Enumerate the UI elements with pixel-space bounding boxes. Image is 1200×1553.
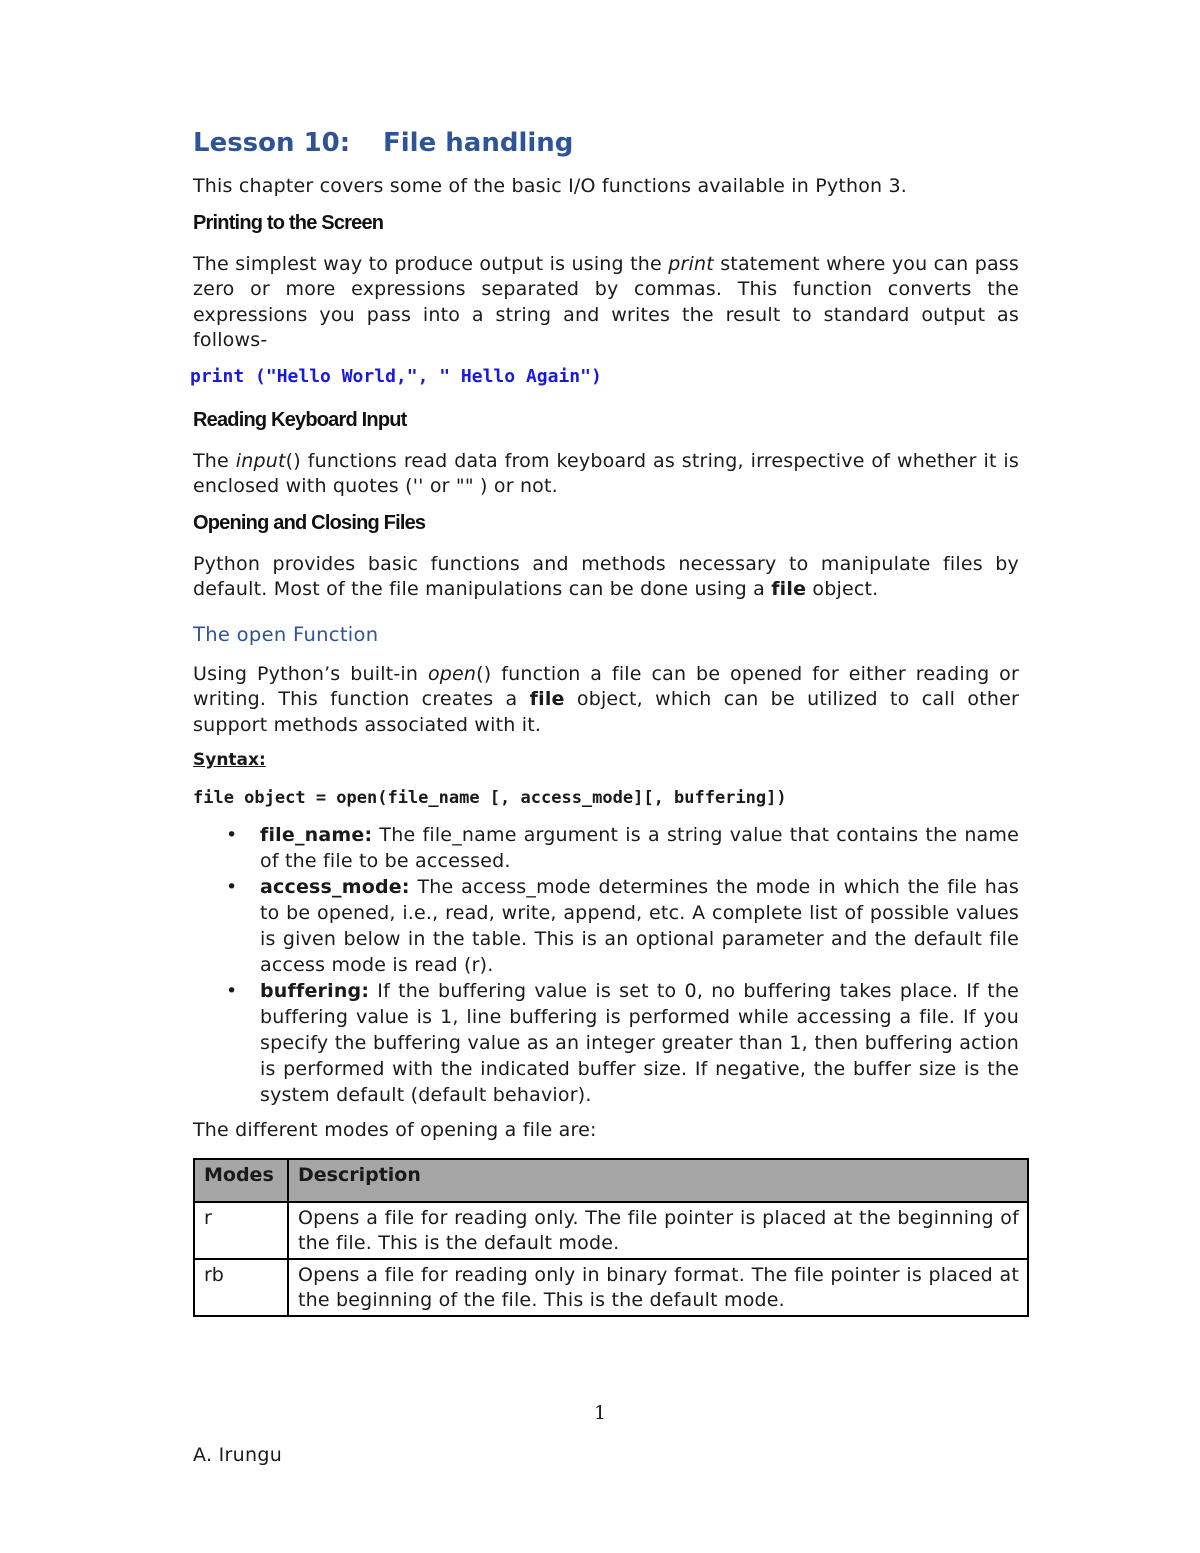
lesson-topic: File handling: [383, 128, 574, 158]
intro-paragraph: This chapter covers some of the basic I/O functions available in Python 3.: [193, 175, 908, 197]
open-keyword: open: [427, 662, 477, 685]
keyboard-paragraph: The input() functions read data from keyboard as string, irrespective of whether it is enclosed with quotes ('' or "" ) or not.: [193, 449, 1019, 497]
lesson-number: Lesson 10:: [193, 128, 351, 158]
list-item: • file_name: The file_name argument is a string value that contains the name of the file to be accessed.: [226, 824, 1019, 872]
print-keyword: print: [668, 252, 714, 275]
list-item: • buffering: If the buffering value is set to 0, no buffering takes place. If the buffering value is 1, line buffering is performed while accessing a file. If you specify the buffering value as an integer greater than 1, then buffering action is performed with the indicated buffer size. If negative, the buffer size is the system default (default behavior).: [226, 980, 1019, 1106]
modes-intro: The different modes of opening a file are:: [193, 1119, 597, 1141]
parameter-list: [193, 822, 1019, 1108]
files-paragraph: Python provides basic functions and methods necessary to manipulate files by default. Most of the file manipulations can be done using a file object.: [193, 552, 1019, 600]
heading-keyboard: Reading Keyboard Input: [193, 408, 407, 431]
heading-open-function: The open Function: [193, 622, 379, 646]
open-paragraph: Using Python’s built-in open() function a file can be opened for either reading or writing. This function creates a file object, which can be utilized to call other support methods associated with it.: [193, 662, 1020, 736]
description-cell: Opens a file for reading only in binary format. The file pointer is placed at the beginning of the file. This is the default mode.: [288, 1259, 1028, 1316]
mode-cell: rb: [194, 1259, 288, 1316]
mode-cell: r: [194, 1202, 288, 1259]
table-header-row: [194, 1159, 1028, 1202]
bullet-icon: •: [226, 876, 238, 898]
column-header-modes: Modes: [194, 1159, 288, 1202]
column-header-description: Description: [288, 1159, 1028, 1202]
footer-author: A. Irungu: [193, 1444, 283, 1466]
table-row: [194, 1202, 1028, 1259]
table-row: [194, 1259, 1028, 1316]
bullet-icon: •: [226, 824, 238, 846]
description-cell: Opens a file for reading only. The file pointer is placed at the beginning of the file. This is the default mode.: [288, 1202, 1028, 1259]
heading-files: Opening and Closing Files: [193, 511, 426, 534]
file-object-keyword: file: [529, 688, 565, 710]
print-code-example: print ("Hello World,", " Hello Again"): [190, 365, 602, 387]
page-number: 1: [593, 1402, 607, 1424]
printing-paragraph: The simplest way to produce output is using the print statement where you can pass zero or more expressions separated by commas. This function converts the expressions you pass into a string and writes the result to standard output as follows-: [193, 252, 1019, 351]
list-item: • access_mode: The access_mode determines the mode in which the file has to be opened, i.e., read, write, append, etc. A complete list of possible values is given below in the table. This is an optional parameter and the default file access mode is read (r).: [226, 876, 1019, 976]
syntax-code: file object = open(file_name [, access_mode][, buffering]): [193, 788, 787, 808]
input-keyword: input: [235, 449, 286, 472]
modes-table: [193, 1158, 1029, 1317]
page-title: [193, 128, 1019, 158]
heading-printing: Printing to the Screen: [193, 211, 384, 234]
file-keyword: file: [771, 578, 807, 600]
syntax-label: Syntax:: [193, 750, 266, 770]
bullet-icon: •: [226, 980, 238, 1002]
document-page: [190, 128, 1020, 1317]
